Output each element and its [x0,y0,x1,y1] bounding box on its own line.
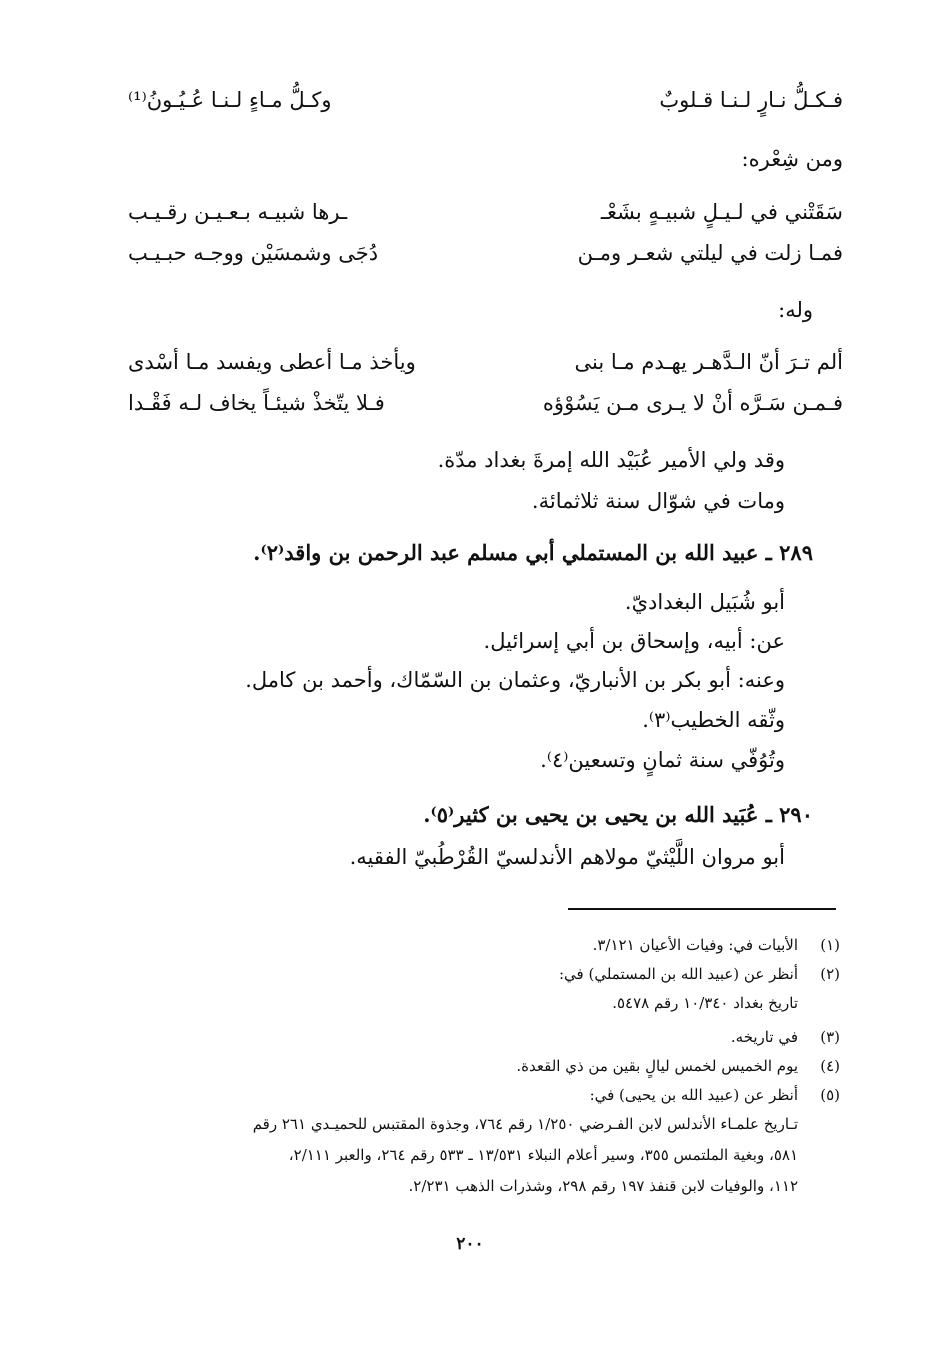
poem-intro: ومن شِعْره: [741,147,843,171]
hemistich-second: ـرها شبيـه بـعـيـن رقـيـب [128,200,348,224]
poem-intro: وله: [778,298,813,322]
footnote-text: أنظر عن (عبيد الله بن المستملي) في: [558,965,798,983]
footnote-text: تـاريخ علمـاء الأندلس لابن الفـرضي ١/٢٥٠ رقم ٧٦٤، وجذوة المقتبس للحميـدي ٢٦١ رقم [252,1115,798,1133]
page-number: ٢٠٠ [456,1234,484,1254]
verse-2-2 [128,241,843,281]
footnote-text: الأبيات في: وفيات الأعيان ٣/١٢١. [592,936,798,954]
footnote-text: أنظر عن (عبيد الله بن يحيى) في: [589,1086,798,1104]
entry-line: وثّقه الخطيب⁽٣⁾. [642,708,785,732]
entry-line: عن: أبيه، وإسحاق بن أبي إسرائيل. [483,629,785,653]
entry-line: أبو مروان اللَّيْثيّ مولاهم الأندلسيّ القُرْطُبيّ الفقيه. [349,845,785,869]
footnote-text: تاريخ بغداد ١٠/٣٤٠ رقم ٥٤٧٨. [612,994,798,1012]
hemistich-first: فـكـلُّ نـارٍ لـنـا قـلوبٌ [659,88,843,112]
footnote-number: (٣) [820,1028,840,1046]
prose-line: ومات في شوّال سنة ثلاثمائة. [531,489,785,513]
footnote-separator [568,908,836,910]
entry-heading-290: ٢٩٠ ـ عُبَيد الله بن يحيى بن يحيى بن كثير⁽٥⁾. [423,802,813,827]
entry-line: وعنه: أبو بكر بن الأنباريّ، وعثمان بن السّمّاك، وأحمد بن كامل. [245,668,785,692]
hemistich-second: دُجَى وشمسَيْن ووجـه حبـيـب [128,241,379,265]
hemistich-first: فمـا زلت في ليلتي شعـر ومـن [577,241,843,265]
footnote-text: ١١٢، والوفيات لابن قنفذ ١٩٧ رقم ٢٩٨، وشذرات الذهب ٢/٢٣١. [408,1177,798,1195]
footnote-text: يوم الخميس لخمس ليالٍ بقين من ذي القعدة. [516,1057,798,1075]
verse-3-2 [128,391,843,431]
verse-1-1 [128,88,843,128]
verse-2-1 [128,200,843,240]
hemistich-second: فـلا يتّخذْ شيئـاً يخاف لـه فَقْـدا [128,391,385,415]
footnote-number: (٢) [820,965,840,983]
footnote-number: (٥) [820,1086,840,1104]
verse-3-1 [128,350,843,390]
hemistich-first: فـمـن سَـرَّه أنْ لا يـرى مـن يَسُوْؤه [542,391,843,415]
footnote-number: (١) [820,936,840,954]
prose-line: وقد ولي الأمير عُبَيْد الله إمرةَ بغداد مدّة. [437,448,785,472]
hemistich-second: وكـلُّ مـاءٍ لـنـا عُـيُـونُ⁽¹⁾ [128,88,332,112]
hemistich-first: ألم تـرَ أنّ الـدَّهـر يهـدم مـا بنى [574,350,843,374]
entry-heading-289: ٢٨٩ ـ عبيد الله بن المستملي أبي مسلم عبد الرحمن بن واقد⁽٢⁾. [253,540,813,565]
hemistich-first: سَقَتْني في لـيـلٍ شبيـهٍ بشَعْـ [600,200,843,224]
footnote-text: ٥٨١، وبغية الملتمس ٣٥٥، وسير أعلام النبلاء ١٣/٥٣١ ـ ٥٣٣ رقم ٢٦٤، والعبر ٢/١١١، [288,1146,798,1164]
entry-line: وتُوُفّي سنة ثمانٍ وتسعين⁽٤⁾. [540,748,785,772]
hemistich-second: ويأخذ مـا أعطى ويفسد مـا أسْدى [128,350,416,374]
footnote-text: في تاريخه. [730,1028,798,1046]
footnote-number: (٤) [820,1057,840,1075]
entry-line: أبو شُبَيل البغداديّ. [624,590,785,614]
